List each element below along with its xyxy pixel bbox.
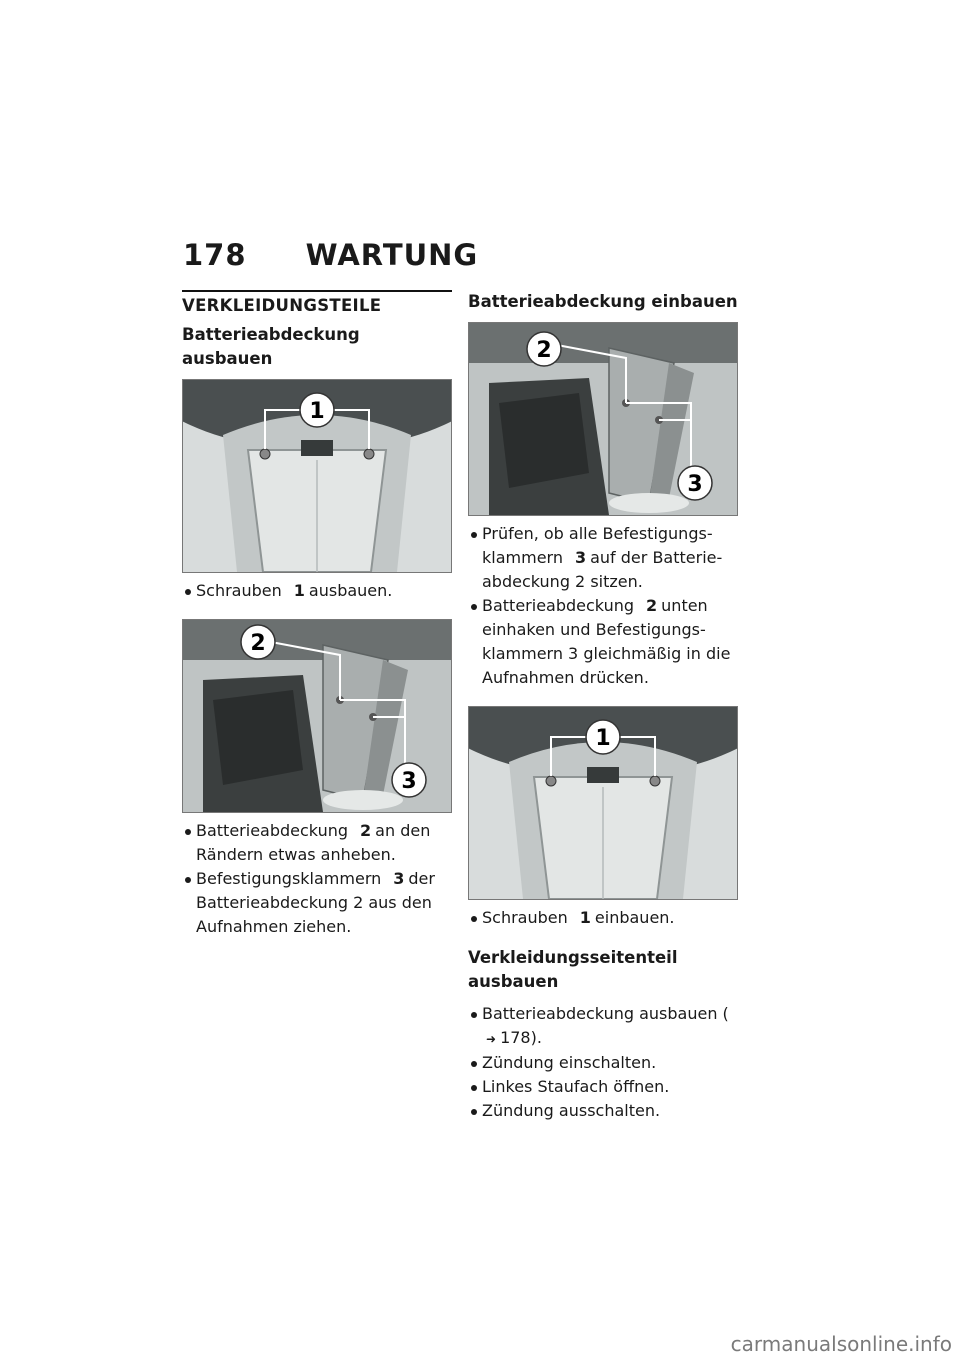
step-list xyxy=(468,1002,738,1123)
list-item: Linkes Staufach öffnen. xyxy=(468,1075,738,1099)
figure-callout: 1 xyxy=(595,726,611,751)
step-list xyxy=(182,579,452,603)
figure-callout: 3 xyxy=(687,472,703,497)
left-column xyxy=(182,290,452,955)
section-rule xyxy=(182,290,452,292)
chapter-title: WARTUNG xyxy=(305,238,479,272)
watermark: carmanualsonline.info xyxy=(730,1332,952,1356)
page-header xyxy=(183,238,478,272)
figure-callout: 2 xyxy=(536,338,552,363)
section-title: VERKLEIDUNGSTEILE xyxy=(182,296,382,315)
subsection-title: Batterieabdeckung einbauen xyxy=(468,292,738,311)
arrow-right-icon: ➜ xyxy=(486,1032,497,1046)
list-item: Schrauben 1 einbauen. xyxy=(468,906,738,930)
list-item: Batterieabdeckung 2 an den Rändern etwas anheben. xyxy=(182,819,452,867)
figure-callout: 2 xyxy=(250,631,266,656)
list-item: Schrauben 1 ausbauen. xyxy=(182,579,452,603)
list-item: Zündung einschalten. xyxy=(468,1051,738,1075)
right-column xyxy=(468,290,738,1139)
list-item: Befestigungsklammern 3 der Batterieabdeckung 2 aus den Aufnahmen ziehen. xyxy=(182,867,452,939)
step-list xyxy=(468,522,738,690)
step-list xyxy=(182,819,452,939)
page-reference-link[interactable]: 178). xyxy=(500,1028,542,1047)
figure-callout: 3 xyxy=(401,769,417,794)
subsection-title: Verkleidungsseitenteil ausbauen xyxy=(468,948,678,991)
figure-cover-clips xyxy=(182,619,452,813)
list-item: Batterieabdeckung 2 unten einhaken und Befestigungs-klammern 3 gleichmäßig in die Aufnahmen drücken. xyxy=(468,594,738,690)
list-item: Prüfen, ob alle Befestigungs-klammern 3 auf der Batterie-abdeckung 2 sitzen. xyxy=(468,522,738,594)
figure-cover-install xyxy=(468,322,738,516)
subsection-title: Batterieabdeckung ausbauen xyxy=(182,325,360,368)
list-item: Zündung ausschalten. xyxy=(468,1099,738,1123)
figure-cover-screws xyxy=(182,379,452,573)
figure-callout: 1 xyxy=(309,399,325,424)
list-item: Batterieabdeckung ausbauen (➜ 178). xyxy=(468,1002,738,1051)
page-number: 178 xyxy=(183,238,247,272)
step-list xyxy=(468,906,738,930)
figure-cover-screws-install xyxy=(468,706,738,900)
